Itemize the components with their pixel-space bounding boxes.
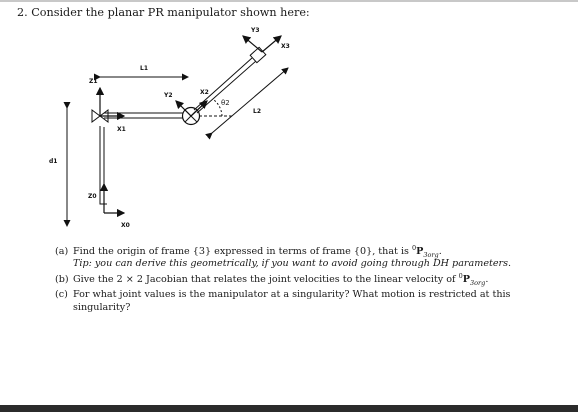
label-l2: L2 — [253, 108, 261, 115]
part-c-text: For what joint values is the manipulator at a singularity? What motion is restricted at this singularity? — [73, 289, 511, 313]
label-z0: Z0 — [88, 193, 97, 200]
part-a-text — [73, 243, 555, 271]
part-c — [55, 289, 555, 314]
label-y3: Y3 — [251, 27, 260, 34]
part-b-symbol: P — [462, 273, 470, 285]
part-a-superscript: 0 — [412, 243, 417, 252]
label-x0: X0 — [121, 222, 130, 229]
part-b-text — [73, 271, 555, 287]
label-x3: X3 — [281, 43, 290, 50]
label-x1: X1 — [117, 126, 126, 133]
part-a-tip: Tip: you can derive this geometrically, if you want to avoid going through DH parameters. — [73, 258, 512, 270]
bottom-bar — [0, 405, 578, 412]
part-a-label: (a) — [55, 246, 69, 257]
part-b — [55, 271, 555, 287]
part-b-label: (b) — [55, 273, 69, 285]
part-a-question: Find the origin of frame {3} expressed in terms of frame {0}, that is — [73, 246, 413, 257]
part-b-question: Give the 2 × 2 Jacobian that relates the joint velocities to the linear velocity of — [73, 273, 459, 285]
part-a-subscript: 3org — [423, 250, 439, 259]
label-theta2: θ2 — [221, 99, 230, 107]
part-b-tail: . — [485, 273, 489, 285]
label-l1: L1 — [140, 65, 148, 72]
label-d1: d1 — [49, 158, 58, 165]
part-a-tail: . — [438, 246, 442, 257]
question-title: 2. Consider the planar PR manipulator shown here: — [17, 6, 310, 19]
y3-axis — [243, 36, 262, 52]
question-parts — [55, 243, 555, 317]
part-a — [55, 243, 555, 271]
label-y2: Y2 — [164, 92, 173, 99]
part-b-subscript: 3org — [469, 278, 486, 287]
label-z1: Z1 — [89, 78, 98, 85]
x3-axis — [262, 36, 281, 52]
label-x2: X2 — [200, 89, 209, 96]
part-c-label: (c) — [55, 289, 68, 301]
part-a-symbol: P — [416, 246, 424, 257]
end-effector — [250, 47, 266, 62]
part-b-superscript: 0 — [458, 271, 463, 280]
